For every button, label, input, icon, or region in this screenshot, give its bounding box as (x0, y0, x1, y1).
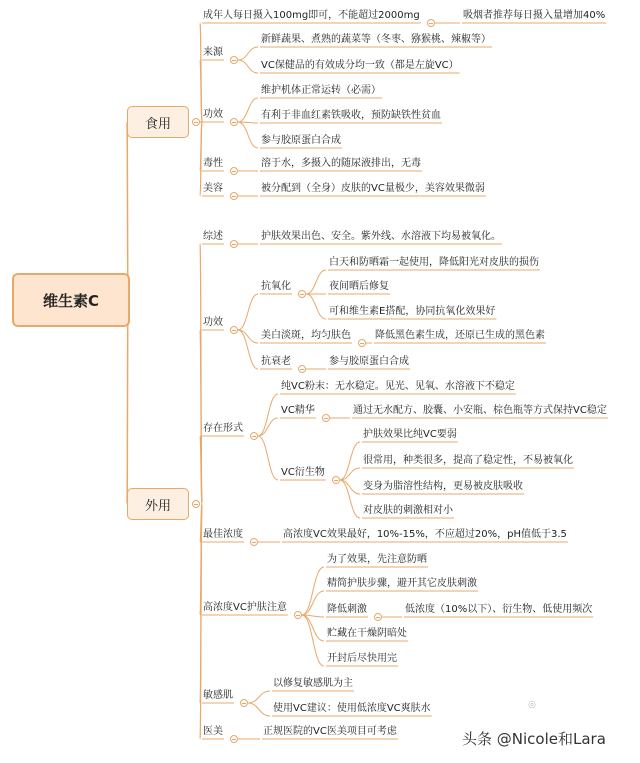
collapse-toggle-icon[interactable] (230, 167, 238, 175)
collapse-toggle-icon[interactable] (230, 735, 238, 743)
detail-node[interactable]: 夜间晒后修复 (329, 281, 389, 292)
detail-node[interactable]: 参与胶原蛋白合成 (329, 356, 409, 367)
subtopic-node[interactable]: 参与胶原蛋白合成 (261, 135, 341, 146)
detail-node[interactable]: 变身为脂溶性结构，更易被皮肤吸收 (363, 481, 523, 492)
subtopic-node[interactable]: 高浓度VC效果最好，10%-15%，不应超过20%，pH值低于3.5 (283, 529, 567, 540)
subtopic-node[interactable]: 使用VC建议：使用低浓度VC爽肤水 (273, 703, 431, 714)
collapse-toggle-icon[interactable] (374, 613, 382, 621)
subtopic-node[interactable]: 护肤效果出色、安全。紫外线、水溶液下均易被氧化。 (261, 231, 501, 242)
topic-node[interactable]: 功效 (203, 317, 223, 328)
topic-node[interactable]: 毒性 (203, 158, 223, 169)
subtopic-node[interactable]: 有利于非血红素铁吸收，预防缺铁性贫血 (261, 110, 441, 121)
collapse-toggle-icon[interactable] (332, 476, 340, 484)
collapse-toggle-icon[interactable] (230, 56, 238, 64)
subtopic-node[interactable]: 精简护肤步骤，避开其它皮肤刺激 (327, 578, 477, 589)
subtopic-node[interactable]: 为了效果，先注意防晒 (327, 554, 427, 565)
collapse-toggle-icon[interactable] (250, 432, 258, 440)
subtopic-node[interactable]: 美白淡斑，均匀肤色 (261, 330, 351, 341)
topic-node[interactable]: 功效 (203, 109, 223, 120)
collapse-toggle-icon[interactable] (230, 192, 238, 200)
detail-node[interactable]: 通过无水配方、胶囊、小安瓶、棕色瓶等方式保持VC稳定 (353, 405, 607, 416)
detail-node[interactable]: 白天和防晒霜一起使用，降低阳光对皮肤的损伤 (329, 257, 539, 268)
topic-node[interactable]: 高浓度VC护肤注意 (203, 602, 287, 613)
topic-node[interactable]: 来源 (203, 47, 223, 58)
topic-node[interactable]: 最佳浓度 (203, 529, 243, 540)
subtopic-node[interactable]: 被分配到（全身）皮肤的VC量极少，美容效果微弱 (261, 183, 485, 194)
subtopic-node[interactable]: 抗衰老 (261, 356, 291, 367)
collapse-toggle-icon[interactable] (240, 699, 248, 707)
collapse-toggle-icon[interactable] (358, 339, 366, 347)
collapse-toggle-icon[interactable] (322, 414, 330, 422)
subtopic-node[interactable]: VC保健品的有效成分均一致（都是左旋VC） (261, 60, 459, 71)
collapse-toggle-icon[interactable] (192, 118, 200, 126)
detail-node[interactable]: 护肤效果比纯VC要弱 (363, 429, 457, 440)
subtopic-node[interactable]: 以修复敏感肌为主 (273, 678, 353, 689)
watermark (462, 700, 606, 749)
collapse-toggle-icon[interactable] (192, 500, 200, 508)
topic-node[interactable]: 综述 (203, 231, 223, 242)
subtopic-node[interactable]: 溶于水，多摄入的随尿液排出，无毒 (261, 158, 421, 169)
subtopic-node[interactable]: 新鲜蔬果、煮熟的蔬菜等（冬枣、猕猴桃、辣椒等） (261, 34, 491, 45)
topic-node[interactable]: 医美 (203, 726, 223, 737)
topic-node[interactable]: 成年人每日摄入100mg即可，不能超过2000mg (203, 10, 420, 21)
topic-node[interactable]: 美容 (203, 183, 223, 194)
collapse-toggle-icon[interactable] (427, 19, 435, 27)
subtopic-node[interactable]: 开封后尽快用完 (327, 653, 397, 664)
subtopic-node[interactable]: 吸烟者推荐每日摄入量增加40% (463, 10, 606, 21)
detail-node[interactable]: 可和维生素E搭配，协同抗氧化效果好 (329, 306, 496, 317)
watermark-text: 头条 @Nicole和Lara (462, 730, 606, 748)
collapse-toggle-icon[interactable] (250, 538, 258, 546)
branch-topical[interactable]: 外用 (127, 488, 189, 520)
collapse-toggle-icon[interactable] (230, 240, 238, 248)
detail-node[interactable]: 对皮肤的刺激相对小 (363, 505, 453, 516)
collapse-toggle-icon[interactable] (294, 611, 302, 619)
topic-node[interactable]: 敏感肌 (203, 690, 233, 701)
topic-node[interactable]: 存在形式 (203, 423, 243, 434)
subtopic-node[interactable]: 正规医院的VC医美项目可考虑 (263, 726, 397, 737)
subtopic-node[interactable]: VC精华 (281, 405, 315, 416)
detail-node[interactable]: 很常用，种类很多，提高了稳定性，不易被氧化 (363, 455, 573, 466)
subtopic-node[interactable]: 纯VC粉末：无水稳定。见光、见氧、水溶液下不稳定 (281, 381, 515, 392)
subtopic-node[interactable]: 贮藏在干燥阴暗处 (327, 628, 407, 639)
collapse-toggle-icon[interactable] (298, 290, 306, 298)
branch-oral[interactable]: 食用 (127, 106, 189, 138)
collapse-toggle-icon[interactable] (298, 365, 306, 373)
subtopic-node[interactable]: 抗氧化 (261, 281, 291, 292)
root-node[interactable]: 维生素C (12, 273, 130, 327)
detail-node[interactable]: 低浓度（10%以下）、衍生物、低使用频次 (405, 604, 593, 615)
detail-node[interactable]: 降低黑色素生成，还原已生成的黑色素 (375, 330, 545, 341)
subtopic-node[interactable]: 维护机体正常运转（必需） (261, 85, 381, 96)
subtopic-node[interactable]: VC衍生物 (281, 467, 325, 478)
collapse-toggle-icon[interactable] (230, 326, 238, 334)
watermark-logo: ◎ (528, 700, 536, 710)
subtopic-node[interactable]: 降低刺激 (327, 604, 367, 615)
collapse-toggle-icon[interactable] (230, 118, 238, 126)
